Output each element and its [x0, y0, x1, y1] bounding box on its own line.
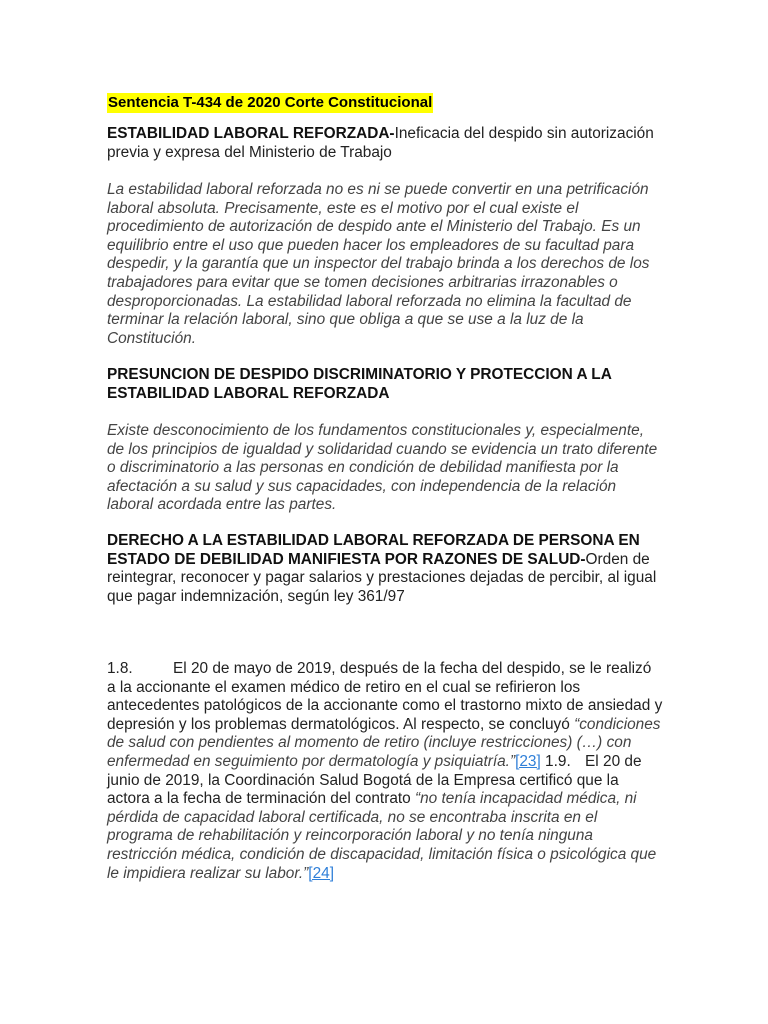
section-heading-presuncion: PRESUNCION DE DESPIDO DISCRIMINATORIO Y PROTECCION A LA ESTABILIDAD LABORAL REFORZADA	[107, 366, 612, 402]
paragraph-text: El 20 de junio de 2019, la Coordinación Salud Bogotá de la Empresa certificó que la actora a la fecha de terminación del contrato	[107, 752, 642, 808]
section-heading: DERECHO A LA ESTABILIDAD LABORAL REFORZADA DE PERSONA EN ESTADO DE DEBILIDAD MANIFIESTA POR RAZONES DE SALUD-	[107, 532, 640, 568]
section-estabilidad	[107, 125, 663, 162]
document-title: Sentencia T-434 de 2020 Corte Constitucional	[108, 94, 433, 111]
quote-block: La estabilidad laboral reforzada no es ni se puede convertir en una petrificación laboral absoluta. Precisamente, este es el motivo por el cual existe el procedimiento de autorización de despido ante el Ministerio del Trabajo. Es un equilibrio entre el uso que pueden hacer los empleadores de su facultad para despedir, y la garantía que un inspector del trabajo brinda a los derechos de los trabajadores para evitar que se tomen decisiones arbitrarias irrazonables o desproporcionadas. La estabilidad laboral reforzada no elimina la facultad de terminar la relación laboral, sino que obliga a que se use a la luz de la Constitución.	[107, 181, 650, 347]
section-text: Orden de reintegrar, reconocer y pagar salarios y prestaciones dejadas de percibir, al igual que pagar indemnización, según ley 361/97	[107, 550, 657, 605]
paragraph-text: El 20 de mayo de 2019, después de la fecha del despido, se le realizó a la accionante el examen médico de retiro en el cual se refirieron los antecedentes patológicos de la accionante como el trastorno mixto de ansiedad y depresión y los problemas dermatológicos. Al respecto, se concluyó	[107, 660, 663, 733]
body-paragraph	[107, 660, 663, 883]
quote-block: Existe desconocimiento de los fundamentos constitucionales y, especialmente, de los principios de igualdad y solidaridad cuando se evidencia un trato diferente o discriminatorio a las personas en condición de debilidad manifiesta por la afectación a su salud y sus capacidades, con independencia de la relación laboral acordada entre las partes.	[107, 422, 658, 514]
section-heading: ESTABILIDAD LABORAL REFORZADA-	[107, 125, 395, 142]
paragraph-number: 1.9.	[545, 752, 571, 770]
section-text: Ineficacia del despido sin autorización previa y expresa del Ministerio de Trabajo	[107, 125, 654, 161]
section-derecho	[107, 532, 663, 606]
paragraph-number: 1.8.	[107, 660, 133, 677]
footnote-link-24[interactable]: [24]	[308, 864, 334, 882]
quoted-text: “no tenía incapacidad médica, ni pérdida de capacidad laboral certificada, no se encontraba inscrita en el programa de rehabilitación y reincorporación laboral y no tenía ninguna restricción médica, condición de discapacidad, limitación física o psicológica que le impidiera realizar su labor.”	[107, 790, 657, 882]
quoted-text: “condiciones de salud con pendientes al momento de retiro (incluye restricciones) (…) con enfermedad en seguimiento por dermatología y psiquiatría.”	[107, 715, 661, 770]
footnote-link-23[interactable]: [23]	[515, 752, 541, 770]
